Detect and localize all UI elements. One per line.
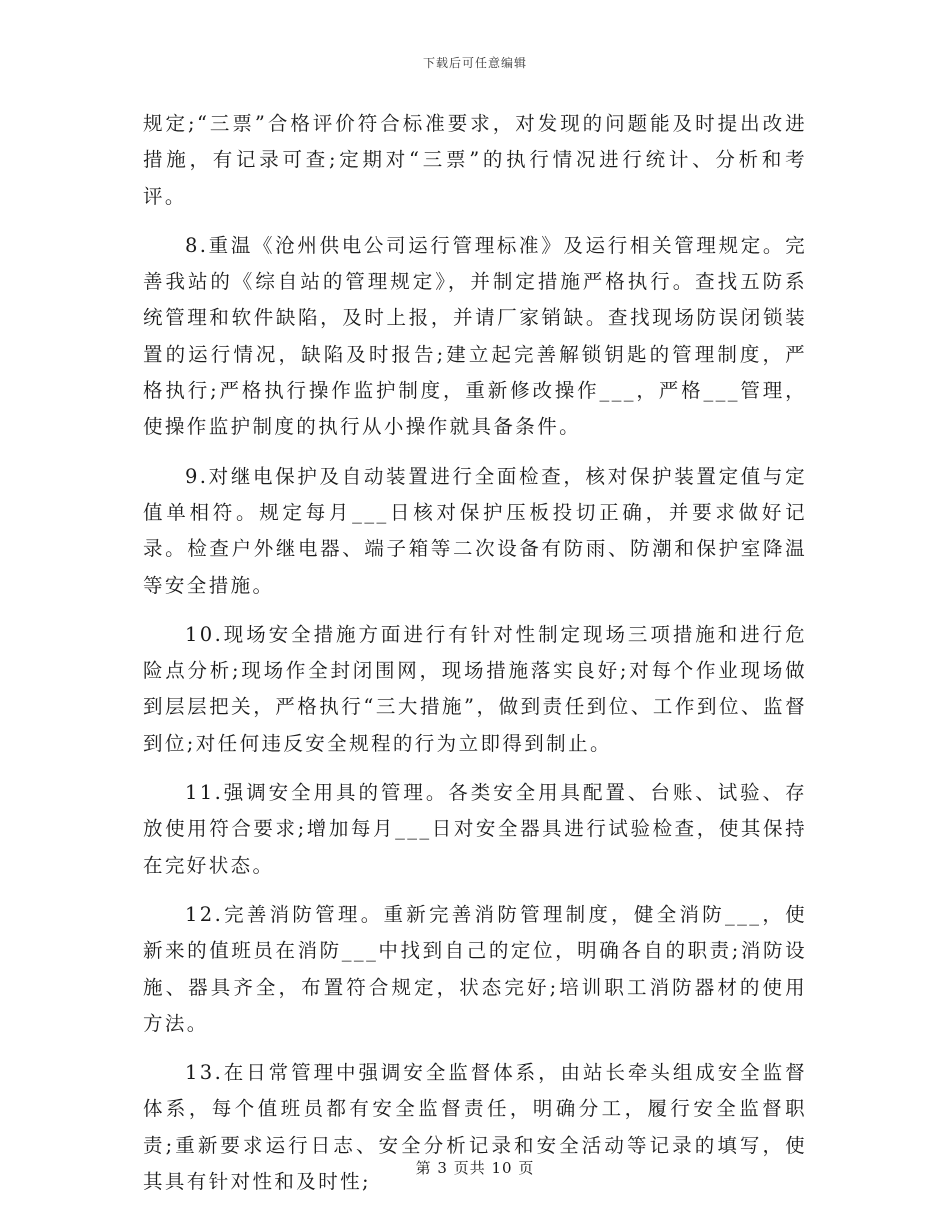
paragraph-item-8 bbox=[143, 228, 807, 446]
paragraph-item-9 bbox=[143, 459, 807, 604]
paragraph-item-11-text: 11.强调安全用具的管理。各类安全用具配置、台账、试验、存放使用符合要求;增加每月___日对安全器具进行试验检查，使其保持在完好状态。 bbox=[143, 781, 807, 877]
paragraph-item-9-text: 9.对继电保护及自动装置进行全面检查，核对保护装置定值与定值单相符。规定每月___日核对保护压板投切正确，并要求做好记录。检查户外继电器、端子箱等二次设备有防雨、防潮和保护室降温等安全措施。 bbox=[143, 464, 807, 597]
paragraph-continued: 规定;“三票”合格评价符合标准要求，对发现的问题能及时提出改进措施，有记录可查;定期对“三票”的执行情况进行统计、分析和考评。 bbox=[143, 112, 807, 208]
document-body bbox=[143, 106, 807, 1213]
page-header: 下载后可任意编辑 bbox=[422, 56, 527, 70]
paragraph-item-12 bbox=[143, 897, 807, 1042]
paragraph-item-13 bbox=[143, 1055, 807, 1200]
paragraph-item-8-text: 8.重温《沧州供电公司运行管理标准》及运行相关管理规定。完善我站的《综自站的管理规定》，并制定措施严格执行。查找五防系统管理和软件缺陷，及时上报，并请厂家销缺。查找现场防误闭锁装置的运行情况，缺陷及时报告;建立起完善解锁钥匙的管理制度，严格执行;严格执行操作监护制度，重新修改操作___，严格___管理，使操作监护制度的执行从小操作就具备条件。 bbox=[143, 233, 807, 439]
page-footer: 第 3 页共 10 页 bbox=[415, 1159, 535, 1177]
paragraph-item-13-text: 13.在日常管理中强调安全监督体系，由站长牵头组成安全监督体系，每个值班员都有安全监督责任，明确分工，履行安全监督职责;重新要求运行日志、安全分析记录和安全活动等记录的填写，使其具有针对性和及时性; bbox=[143, 1061, 807, 1194]
paragraph-item-11 bbox=[143, 775, 807, 884]
paragraph-item-10-text: 10.现场安全措施方面进行有针对性制定现场三项措施和进行危险点分析;现场作全封闭围网，现场措施落实良好;对每个作业现场做到层层把关，严格执行“三大措施”，做到责任到位、工作到位、监督到位;对任何违反安全规程的行为立即得到制止。 bbox=[143, 622, 807, 755]
paragraph-item-12-text: 12.完善消防管理。重新完善消防管理制度，健全消防___，使新来的值班员在消防___中找到自己的定位，明确各自的职责;消防设施、器具齐全，布置符合规定，状态完好;培训职工消防器材的使用方法。 bbox=[143, 902, 807, 1035]
paragraph-item-10 bbox=[143, 617, 807, 762]
